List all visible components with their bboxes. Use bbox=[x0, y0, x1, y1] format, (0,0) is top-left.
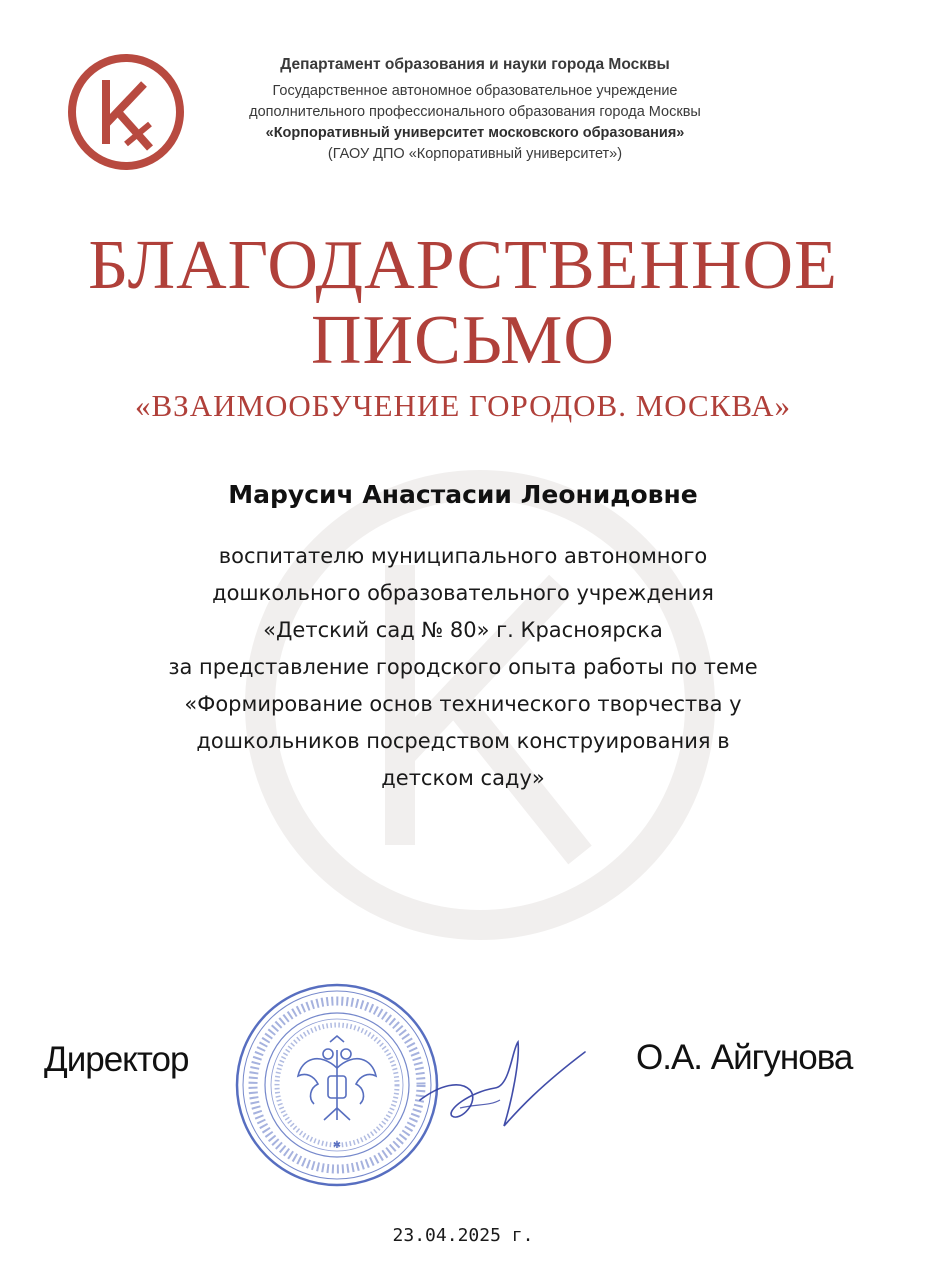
org-short-name: (ГАОУ ДПО «Корпоративный университет») bbox=[327, 146, 623, 162]
description-line: «Формирование основ технического творчества у bbox=[184, 692, 742, 716]
university-logo-icon bbox=[66, 52, 186, 172]
description-line: за представление городского опыта работы по теме bbox=[168, 655, 758, 679]
document-title-line-1: БЛАГОДАРСТВЕННОЕ bbox=[88, 227, 838, 304]
organization-header bbox=[195, 56, 755, 165]
handwritten-signature bbox=[400, 1030, 590, 1140]
document-subtitle: «ВЗАИМООБУЧЕНИЕ ГОРОДОВ. МОСКВА» bbox=[134, 388, 792, 423]
org-line: Государственное автономное образовательное учреждение bbox=[272, 83, 678, 99]
document-title-line-2: ПИСЬМО bbox=[311, 302, 615, 379]
document-date: 23.04.2025 г. bbox=[392, 1225, 534, 1246]
description-line: воспитателю муниципального автономного bbox=[218, 544, 708, 568]
description-line: дошкольного образовательного учреждения bbox=[212, 581, 714, 605]
signatory-role: Директор bbox=[44, 1040, 189, 1079]
org-line: дополнительного профессионального образования города Москвы bbox=[249, 104, 701, 120]
description-line: детском саду» bbox=[381, 766, 545, 790]
svg-text:✱: ✱ bbox=[332, 1140, 342, 1151]
org-name: «Корпоративный университет московского образования» bbox=[265, 125, 685, 141]
recipient-description bbox=[80, 538, 846, 797]
description-line: «Детский сад № 80» г. Красноярска bbox=[263, 618, 663, 642]
recipient-name: Марусич Анастасии Леонидовне bbox=[228, 480, 698, 509]
department-name: Департамент образования и науки города Москвы bbox=[280, 56, 670, 73]
signatory-name: О.А. Айгунова bbox=[636, 1038, 853, 1077]
description-line: дошкольников посредством конструирования в bbox=[196, 729, 730, 753]
